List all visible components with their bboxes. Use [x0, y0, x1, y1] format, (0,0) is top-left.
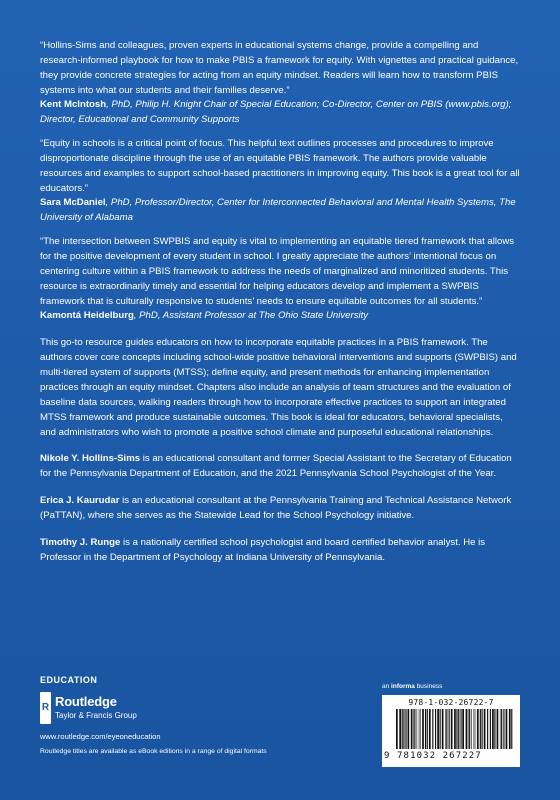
- author-name: Erica J. Kaurudar: [40, 494, 120, 506]
- barcode-bar: [454, 709, 456, 749]
- endorsement-attribution: [40, 309, 520, 324]
- barcode-bars: [396, 709, 514, 749]
- informa-brand: informa: [391, 683, 415, 690]
- barcode-bar: [511, 709, 512, 749]
- endorsement-2: [40, 136, 520, 225]
- barcode-bar: [500, 709, 501, 749]
- author-name: Nikole Y. Hollins-Sims: [40, 452, 141, 464]
- isbn-label: 978-1-032-26722-7: [408, 698, 494, 707]
- informa-suffix: business: [414, 683, 443, 690]
- barcode-bar: [492, 709, 494, 749]
- barcode-bar: [458, 709, 459, 749]
- barcode-bar: [484, 709, 486, 749]
- barcode-bar: [419, 709, 420, 749]
- barcode-bar: [440, 709, 441, 749]
- endorsement-text: “The intersection between SWPBIS and equity is vital to implementing an equitable tiered framework that allows for the positive development of every student in school. I greatly appreciate the authors’ intentional focus on centering culture within a PBIS framework to address the needs of marginalized and minoritized students. This resource is extraordinarily timely and essential for helping educators develop and implement a SWPBIS framework that is culturally responsive to students’ needs to ensure equitable outcomes for all students.”: [40, 236, 515, 307]
- barcode-bar: [494, 709, 495, 749]
- barcode-bar: [503, 709, 504, 749]
- barcode-bar: [432, 709, 433, 749]
- barcode-bar: [475, 709, 476, 749]
- barcode-bar: [445, 709, 446, 749]
- barcode-bar: [414, 709, 415, 749]
- barcode-bar: [429, 709, 431, 749]
- logo-mark-letter: R: [41, 702, 50, 713]
- endorsement-1: [40, 38, 520, 127]
- endorsement-attribution: [40, 98, 520, 127]
- author-bio-3: [40, 535, 520, 565]
- barcode-bar: [403, 709, 404, 749]
- author-bio-2: [40, 493, 520, 523]
- ebook-note: Routledge titles are available as eBook editions in a range of digital formats: [40, 748, 267, 755]
- cover-text: [40, 38, 520, 565]
- barcode-bar: [466, 709, 468, 749]
- barcode-bar: [449, 709, 450, 749]
- barcode-bar: [425, 709, 426, 749]
- barcode-bar: [506, 709, 508, 749]
- author-bio-1: [40, 451, 520, 481]
- barcode-bar: [482, 709, 483, 749]
- barcode-bar: [462, 709, 464, 749]
- barcode-bar: [501, 709, 502, 749]
- endorsement-text: “Equity in schools is a critical point of focus. This helpful text outlines processes and procedures to improve disproportionate discipline through the use of an equitable PBIS framework. The authors provide valuable resources and examples to support school-based practitioners in improving equity. This book is a great tool for all educators.”: [40, 138, 520, 194]
- author-bio-text: is an educational consultant at the Pennsylvania Training and Technical Assistance Network (PaTTAN), where she serves as the Statewide Lead for the School Psychology initiative.: [40, 494, 512, 521]
- barcode-bar: [446, 709, 447, 749]
- barcode-bar: [435, 709, 436, 749]
- barcode-bar: [480, 709, 481, 749]
- informa-tagline: [382, 683, 442, 690]
- barcode-bar: [456, 709, 457, 749]
- barcode-bar: [420, 709, 421, 749]
- routledge-logo-icon: [40, 692, 51, 724]
- publisher-group: Taylor & Francis Group: [55, 711, 137, 720]
- publisher-logo: [40, 692, 240, 726]
- barcode-bar: [413, 709, 414, 749]
- barcode-bar: [474, 709, 475, 749]
- barcode-bar: [469, 709, 470, 749]
- barcode-bar: [487, 709, 488, 749]
- barcode-bar: [490, 709, 491, 749]
- barcode-bar: [468, 709, 469, 749]
- endorser-credentials: , PhD, Assistant Professor at The Ohio State University: [133, 310, 369, 321]
- endorser-name: Sara McDaniel: [40, 197, 106, 208]
- barcode-bar: [497, 709, 499, 749]
- publisher-url: www.routledge.com/eyeoneducation: [40, 732, 161, 741]
- endorsement-attribution: [40, 196, 520, 225]
- endorser-name: Kamontá Heidelburg: [40, 310, 134, 321]
- barcode-bar: [405, 709, 406, 749]
- barcode-bar: [451, 709, 453, 749]
- barcode-bar: [408, 709, 410, 749]
- endorsement-text: “Hollins-Sims and colleagues, proven experts in educational systems change, provide a compelling and research-informed playbook for how to make PBIS a framework for equity. With vignettes and practical guidance, they provide concrete strategies for acting from an equity mindset. Readers will learn how to transform PBIS systems into what our students and their families deserve.”: [40, 40, 519, 96]
- author-bio-text: is a nationally certified school psychologist and board certified behavior analyst. He is Professor in the Department of Psychology at Indiana University of Pennsylvania.: [40, 536, 486, 563]
- barcode-bar: [422, 709, 424, 749]
- barcode-bar: [461, 709, 462, 749]
- subject-category: EDUCATION: [40, 675, 98, 685]
- author-name: Timothy J. Runge: [40, 536, 121, 548]
- endorser-credentials: , PhD, Philip H. Knight Chair of Special Education; Co-Director, Center on PBIS (www.pbis.org); Director, Educational and Community Supports: [40, 99, 512, 125]
- author-bio-text: is an educational consultant and former Special Assistant to the Secretary of Education for the Pennsylvania Department of Education, and the 2021 Pennsylvania School Psychologist of the Year.: [40, 452, 512, 479]
- barcode-bar: [406, 709, 407, 749]
- endorsement-3: [40, 234, 520, 324]
- isbn-barcode: [382, 695, 520, 767]
- barcode-bar: [402, 709, 403, 749]
- barcode-bar: [399, 709, 401, 749]
- informa-prefix: an: [382, 683, 392, 690]
- barcode-bar: [437, 709, 439, 749]
- barcode-bar: [509, 709, 511, 749]
- barcode-bar: [417, 709, 418, 749]
- barcode-bar: [442, 709, 444, 749]
- barcode-bar: [460, 709, 461, 749]
- book-description: This go-to resource guides educators on how to incorporate equitable practices in a PBIS framework. The authors cover core concepts including school-wide positive behavioral interventions and supports (SWPBIS) and multi-tiered system of supports (MTSS); define equity, and present methods for enhancing implementation practices through an equity mindset. Chapters also include an analysis of team structures and the evaluation of baseline data sources, walking readers through how to incorporate effective practices to support an integrated MTSS framework and produce sustainable outcomes. This book is ideal for educators, behavioral specialists, and administrators who wish to promote a positive school climate and purposeful educational relationships.: [40, 336, 517, 438]
- endorser-name: Kent McIntosh: [40, 99, 107, 110]
- barcode-bar: [411, 709, 413, 749]
- publisher-name: Routledge: [55, 694, 117, 709]
- barcode-bar: [396, 709, 398, 749]
- barcode-bar: [427, 709, 428, 749]
- isbn-digits: 9 781032 267227: [384, 751, 482, 761]
- barcode-bar: [477, 709, 479, 749]
- barcode-bar: [471, 709, 472, 749]
- endorser-credentials: , PhD, Professor/Director, Center for Interconnected Behavioral and Mental Health Systems, The University of Alabama: [40, 197, 516, 223]
